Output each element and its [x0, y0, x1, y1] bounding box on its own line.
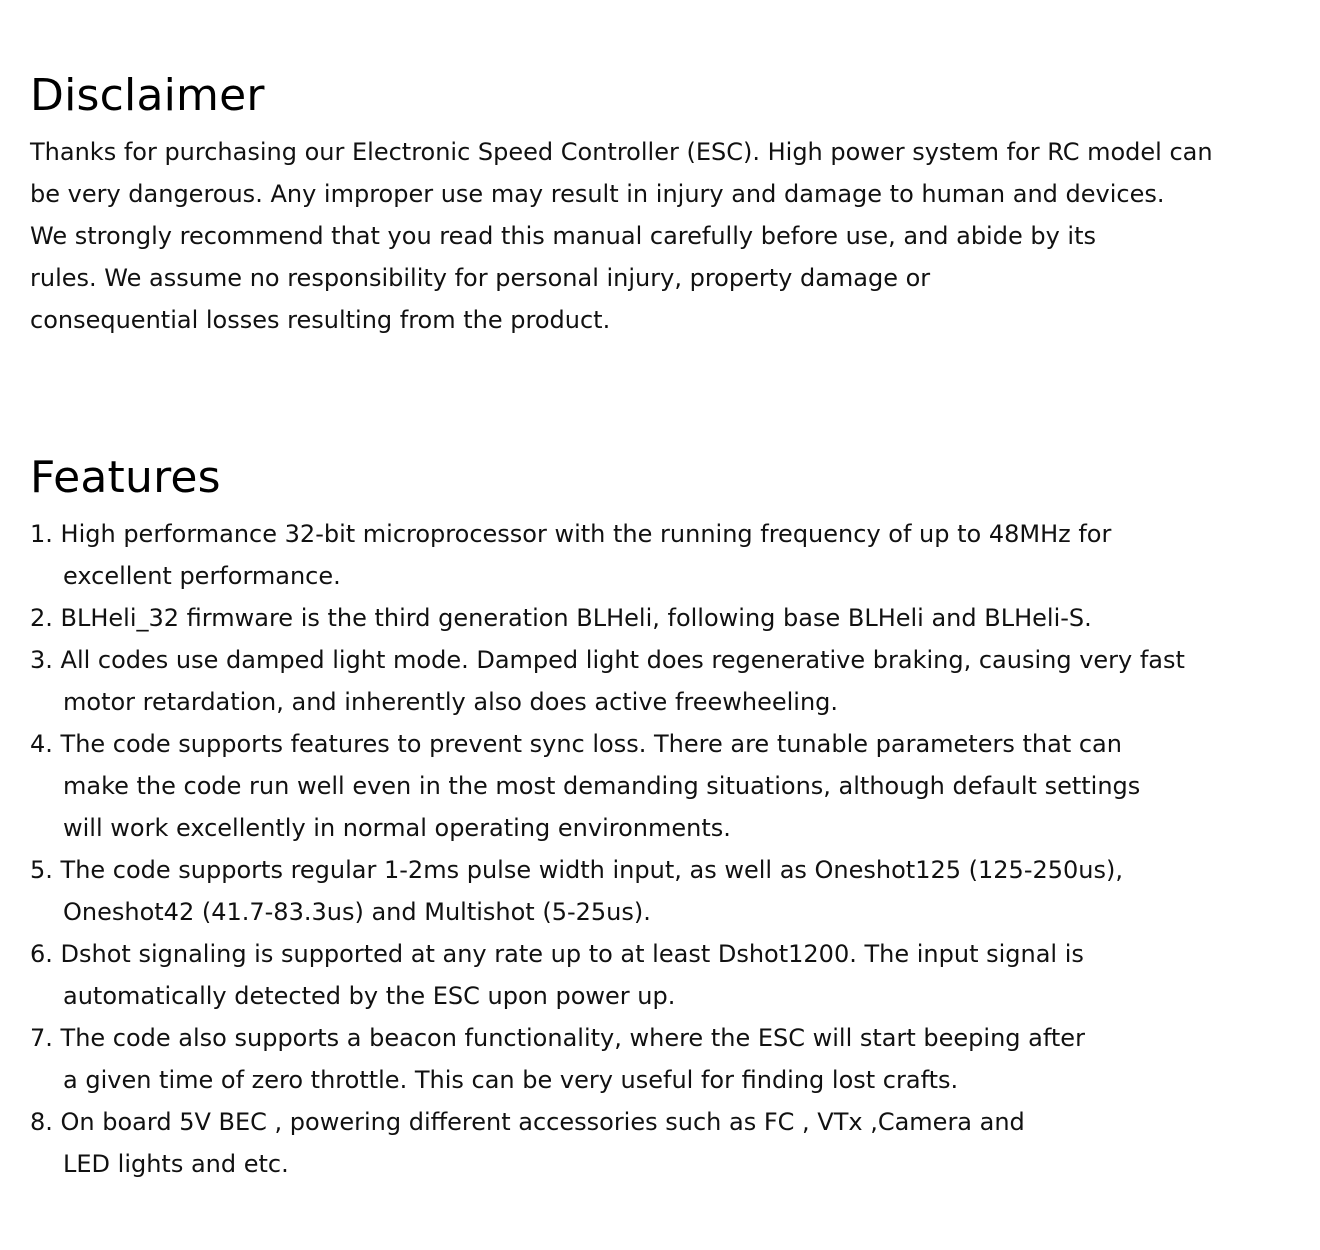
- feature-line: 8. On board 5V BEC , powering different accessories such as FC , VTx ,Camera and: [30, 1108, 1025, 1136]
- feature-item: [30, 849, 1295, 933]
- feature-line: LED lights and etc.: [63, 1150, 289, 1178]
- disclaimer-paragraph: [30, 131, 1295, 341]
- disclaimer-line: consequential losses resulting from the product.: [30, 306, 611, 334]
- feature-line: a given time of zero throttle. This can be very useful for finding lost crafts.: [63, 1066, 959, 1094]
- feature-line: 1. High performance 32-bit microprocessor with the running frequency of up to 48MHz for: [30, 520, 1112, 548]
- features-heading: Features: [30, 452, 221, 503]
- feature-item: [30, 723, 1295, 849]
- feature-line: 5. The code supports regular 1-2ms pulse width input, as well as Oneshot125 (125-250us),: [30, 856, 1123, 884]
- feature-item: [30, 597, 1295, 639]
- feature-item: [30, 933, 1295, 1017]
- feature-line: make the code run well even in the most demanding situations, although default settings: [63, 772, 1141, 800]
- feature-line: 6. Dshot signaling is supported at any rate up to at least Dshot1200. The input signal is: [30, 940, 1084, 968]
- features-list: [30, 513, 1295, 1185]
- feature-line: 2. BLHeli_32 firmware is the third generation BLHeli, following base BLHeli and BLHeli-S.: [30, 604, 1092, 632]
- feature-item: [30, 513, 1295, 597]
- feature-item: [30, 1101, 1295, 1185]
- feature-line: will work excellently in normal operating environments.: [63, 814, 731, 842]
- feature-line: motor retardation, and inherently also does active freewheeling.: [63, 688, 839, 716]
- disclaimer-line: rules. We assume no responsibility for personal injury, property damage or: [30, 264, 931, 292]
- feature-line: automatically detected by the ESC upon power up.: [63, 982, 676, 1010]
- disclaimer-line: We strongly recommend that you read this manual carefully before use, and abide by its: [30, 222, 1096, 250]
- disclaimer-heading: Disclaimer: [30, 70, 265, 121]
- feature-line: 7. The code also supports a beacon functionality, where the ESC will start beeping after: [30, 1024, 1085, 1052]
- feature-line: excellent performance.: [63, 562, 341, 590]
- disclaimer-line: be very dangerous. Any improper use may result in injury and damage to human and devices.: [30, 180, 1165, 208]
- feature-line: 3. All codes use damped light mode. Damped light does regenerative braking, causing very fast: [30, 646, 1185, 674]
- feature-item: [30, 639, 1295, 723]
- feature-item: [30, 1017, 1295, 1101]
- disclaimer-line: Thanks for purchasing our Electronic Speed Controller (ESC). High power system for RC model can: [30, 138, 1213, 166]
- feature-line: Oneshot42 (41.7-83.3us) and Multishot (5-25us).: [63, 898, 651, 926]
- feature-line: 4. The code supports features to prevent sync loss. There are tunable parameters that can: [30, 730, 1122, 758]
